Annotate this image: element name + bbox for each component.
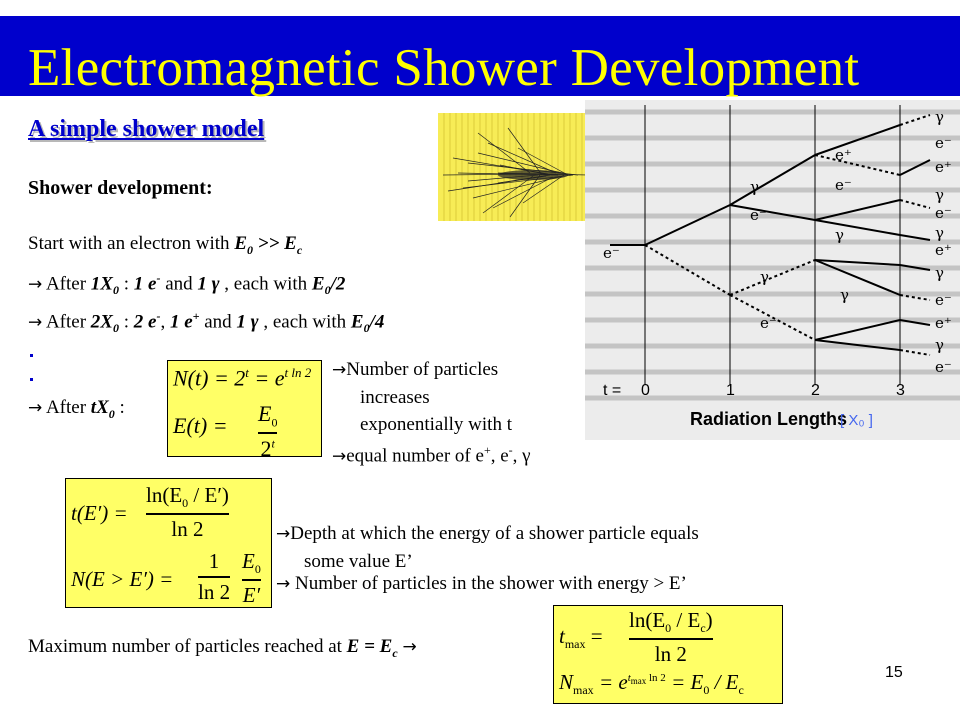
arrow-icon: → bbox=[276, 524, 291, 544]
shower-simulation-image bbox=[438, 113, 590, 221]
equal-number-note: →equal number of e+, e-, γ bbox=[332, 443, 531, 467]
page-number: 15 bbox=[885, 664, 903, 681]
diagram-label: γ bbox=[760, 268, 769, 286]
diagram-label: γ bbox=[935, 264, 944, 282]
formula-maximum: $t_{max}$ = $\ln(E_0 / E_c)$ ln 2 $N_{max} = e^{t_{max} ln 2} = E_0 / E_c$ bbox=[553, 605, 783, 704]
diagram-label: e⁻ bbox=[935, 204, 952, 222]
arrow-icon: → bbox=[276, 574, 291, 594]
arrow-icon: → bbox=[332, 446, 347, 467]
time-tick: 3 bbox=[896, 382, 905, 399]
number-note: → Number of particles in the shower with energy > E’ bbox=[276, 573, 687, 594]
diagram-label: γ bbox=[840, 286, 849, 304]
diagram-label: e⁻ bbox=[835, 176, 852, 194]
diagram-label: γ bbox=[935, 336, 944, 354]
diagram-label: e⁺ bbox=[835, 146, 852, 164]
depth-note: →Depth at which the energy of a shower particle equals some value E’ bbox=[276, 523, 699, 572]
diagram-label: γ bbox=[750, 178, 759, 196]
title-bar bbox=[0, 16, 960, 96]
diagram-label: e⁻ bbox=[935, 291, 952, 309]
after-2x0-line: → After $2X_0$ : 2 e-, 1 e+ and 1 γ , each with $E_0/4$ bbox=[28, 309, 385, 336]
formula-depth-and-number: t(E′) = $\ln(E_0 / E')$ ln 2 N(E > E′) = 1 ln 2 $E_0$ E′ bbox=[65, 478, 272, 608]
radiation-length-label: Radiation Lengths bbox=[690, 409, 847, 429]
diagram-label: γ bbox=[935, 108, 944, 126]
shower-branching-diagram bbox=[585, 100, 960, 440]
arrow-icon: → bbox=[402, 637, 417, 657]
section-subtitle: A simple shower model bbox=[28, 116, 265, 142]
arrow-icon: → bbox=[28, 398, 43, 418]
diagram-label: γ bbox=[935, 224, 944, 242]
after-tx0-line: → After $tX_0$ : bbox=[28, 397, 125, 421]
diagram-label: e⁻ bbox=[935, 134, 952, 152]
maximum-line: Maximum number of particles reached at $E = E_c$ → bbox=[28, 636, 417, 660]
diagram-label: e⁻ bbox=[760, 314, 777, 332]
slide-title: Electromagnetic Shower Development bbox=[28, 39, 860, 97]
diagram-label: e⁺ bbox=[935, 158, 952, 176]
diagram-label: e⁺ bbox=[935, 314, 952, 332]
diagram-label: e⁺ bbox=[935, 241, 952, 259]
particles-increase-note: →Number of particles increases exponentially with t bbox=[332, 359, 512, 435]
shower-development-label: Shower development: bbox=[28, 177, 213, 199]
time-axis-label: t = bbox=[603, 382, 622, 399]
time-tick: 0 bbox=[641, 382, 650, 399]
diagram-label: e⁻ bbox=[750, 206, 767, 224]
time-tick: 1 bbox=[726, 382, 735, 399]
unit-label: [ X₀ ] bbox=[840, 412, 873, 429]
arrow-icon: → bbox=[332, 360, 347, 380]
diagram-label: e⁻ bbox=[935, 358, 952, 376]
time-tick: 2 bbox=[811, 382, 820, 399]
diagram-label: γ bbox=[935, 186, 944, 204]
ellipsis-dot bbox=[30, 354, 33, 357]
formula-n-e-of-t: $N(t) = 2^t = e^{t ln 2}$ E(t) = $E_0$ 2$^t$ bbox=[167, 360, 322, 457]
after-1x0-line: → After $1X_0$ : 1 e- and 1 γ , each with $E_0/2$ bbox=[28, 271, 346, 298]
diagram-label: γ bbox=[835, 226, 844, 244]
arrow-icon: → bbox=[28, 274, 43, 295]
ellipsis-dot bbox=[30, 378, 33, 381]
arrow-icon: → bbox=[28, 312, 43, 333]
start-line: Start with an electron with $E_0 >> E_c$ bbox=[28, 233, 303, 257]
diagram-label: e⁻ bbox=[603, 244, 620, 262]
